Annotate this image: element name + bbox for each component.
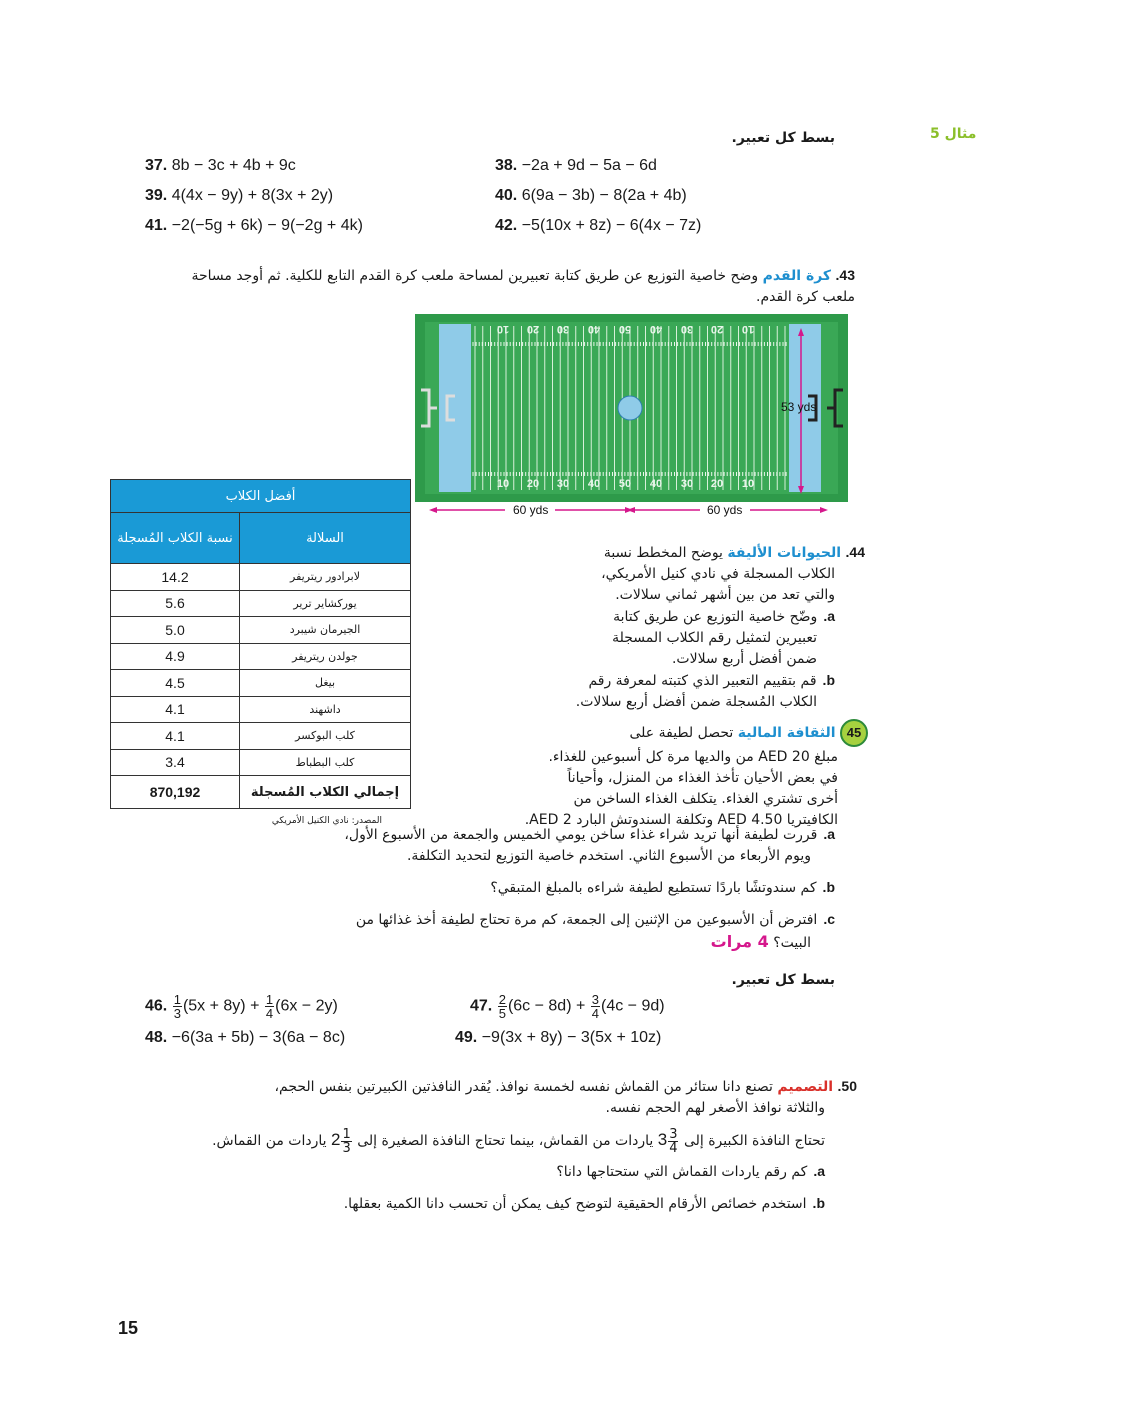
- percent-cell: 3.4: [111, 749, 240, 776]
- right-length-label: 60 yds: [707, 503, 743, 517]
- table-row: [111, 617, 411, 644]
- yard-number: 30: [556, 323, 570, 335]
- yard-number: 50: [618, 478, 632, 490]
- yard-number: 40: [587, 323, 601, 335]
- field-length-arrows: [415, 500, 850, 520]
- yard-number: 40: [649, 478, 663, 490]
- instruction-heading: بسط كل تعبير.: [731, 130, 835, 146]
- breed-cell: كلب البوكسر: [240, 723, 411, 750]
- yard-number: 20: [526, 478, 540, 490]
- football-field-diagram: [415, 312, 850, 522]
- table-row: [111, 749, 411, 776]
- exercise-42: 42. −5(10x + 8z) − 6(4x − 7z): [495, 217, 702, 234]
- yard-number: 30: [680, 478, 694, 490]
- percent-cell: 4.9: [111, 643, 240, 670]
- percent-cell: 14.2: [111, 564, 240, 591]
- exercise-37: 37. 8b − 3c + 4b + 9c: [145, 157, 296, 174]
- exercise-41: 41. −2(−5g + 6k) − 9(−2g + 4k): [145, 217, 363, 234]
- question-50: 50. التصميم تصنع دانا ستائر من القماش نفسه لخمسة نوافذ. يُقدر النافذتين الكبيرتين بنفس الحجم، والثلاثة نوافذ الأصغر لهم الحجم نفسه. تحتاج النافذة الكبيرة إلى 3 $\frac{3}{4}$ ياردات من القماش، بينما تحتاج النافذة الصغيرة إلى 2 $\frac{1}{3}$ ياردات من القماش. a.كم رقم ياردات القماش التي ستحتاجها دانا؟ b.استخدم خصائص الأرقام الحقيقية لتوضح كيف يمكن أن تحسب دانا الكمية بعقلها.: [212, 1078, 857, 1212]
- yard-number: 40: [587, 478, 601, 490]
- yard-number: 20: [710, 478, 724, 490]
- percent-cell: 4.5: [111, 670, 240, 697]
- table-row: [111, 643, 411, 670]
- breed-cell: الجيرمان شيبرد: [240, 617, 411, 644]
- left-endzone: [439, 324, 471, 492]
- percent-cell: 5.6: [111, 590, 240, 617]
- example-label: مثال 5: [930, 126, 977, 142]
- left-length-label: 60 yds: [513, 503, 549, 517]
- yard-number: 20: [710, 323, 724, 335]
- column-percent: نسبة الكلاب المُسجلة: [111, 513, 240, 564]
- total-value: 870,192: [111, 776, 240, 809]
- midfield-logo: [618, 396, 642, 420]
- table-row: [111, 723, 411, 750]
- yard-number: 10: [741, 478, 755, 490]
- answer-45c: 4 مرات: [710, 932, 769, 951]
- yard-number: 30: [556, 478, 570, 490]
- percent-cell: 5.0: [111, 617, 240, 644]
- width-label: 53 yds: [781, 400, 817, 414]
- breed-cell: بيغل: [240, 670, 411, 697]
- dog-table: [110, 479, 411, 809]
- breed-cell: جولدن ريتريفر: [240, 643, 411, 670]
- question-45-badge: 45: [840, 719, 868, 747]
- page-number: 15: [118, 1318, 139, 1338]
- exercise-49: 49. −9(3x + 8y) − 3(5x + 10z): [455, 1029, 662, 1046]
- exercise-48: 48. −6(3a + 5b) − 3(6a − 8c): [145, 1029, 346, 1046]
- breed-cell: كلب البطباط: [240, 749, 411, 776]
- question-43: 43. كرة القدم وضح خاصية التوزيع عن طريق كتابة تعبيرين لمساحة ملعب كرة القدم التابع للكلية. ثم أوجد مساحة ملعب كرة القدم.: [191, 267, 855, 305]
- exercise-47: 47. $\frac{2}{5}$ (6c − 8d) + $\frac{3}{4}$ (4c − 9d): [470, 992, 665, 1021]
- column-breed: السلالة: [240, 513, 411, 564]
- percent-cell: 4.1: [111, 696, 240, 723]
- question-45: 45 الثقافة المالية تحصل لطيفة على مبلغ 20 AED من والديها مرة كل أسبوعين للغذاء. في بعض الأحيان تأخذ الغذاء من المنزل، وأحياناً أخرى تشتري الغذاء. يتكلف الغذاء الساخن من الكافيتريا 4.50 AED وتكلفة السندوتش البارد 2 AED.: [480, 719, 868, 831]
- yard-number: 40: [649, 323, 663, 335]
- table-title: أفضل الكلاب: [111, 480, 411, 513]
- breed-cell: لابرادور ريتريفر: [240, 564, 411, 591]
- yard-number: 10: [741, 323, 755, 335]
- percent-cell: 4.1: [111, 723, 240, 750]
- instruction-heading-2: بسط كل تعبير.: [731, 972, 835, 988]
- question-45-parts: a.قررت لطيفة أنها تريد شراء غذاء ساخن يومي الخميس والجمعة من الأسبوع الأول، ويوم الأربعاء من الأسبوع الثاني. استخدم خاصية التوزيع لتحديد التكلفة. b.كم سندوتشًا باردًا تستطيع لطيفة شراءه بالمبلغ المتبقي؟ c.افترض أن الأسبوعين من الإثنين إلى الجمعة، كم مرة تحتاج لطيفة أخذ غذائها من البيت؟ 4 مرات: [344, 826, 835, 951]
- yard-number: 30: [680, 323, 694, 335]
- dog-table-wrapper: [110, 479, 411, 832]
- breed-cell: يوركشاير ترير: [240, 590, 411, 617]
- exercise-40: 40. 6(9a − 3b) − 8(2a + 4b): [495, 187, 687, 204]
- yard-number: 20: [526, 323, 540, 335]
- table-row: [111, 696, 411, 723]
- yard-number: 10: [496, 478, 510, 490]
- breed-cell: داشهند: [240, 696, 411, 723]
- table-row: [111, 590, 411, 617]
- table-row: [111, 564, 411, 591]
- table-row: [111, 670, 411, 697]
- exercise-38: 38. −2a + 9d − 5a − 6d: [495, 157, 657, 174]
- question-44: 44. الحيوانات الأليفة يوضح المخطط نسبة الكلاب المسجلة في نادي كنيل الأمريكي، والتي تعد من بين أشهر ثماني سلالات. a.وضّح خاصية التوزيع عن طريق كتابة تعبيرين لتمثيل رقم الكلاب المسجلة ضمن أفضل أربع سلالات. b.قم بتقييم التعبير الذي كتبته لمعرفة رقم الكلاب المُسجلة ضمن أفضل أربع سلالات.: [575, 544, 865, 710]
- table-source: المصدر: نادي الكنيل الأمريكي: [271, 816, 382, 826]
- exercise-46: 46. $\frac{1}{3}$ (5x + 8y) + $\frac{1}{4}$ (6x − 2y): [145, 992, 338, 1021]
- total-label: إجمالي الكلاب المُسجلة: [240, 776, 411, 809]
- yard-number: 50: [618, 323, 632, 335]
- yard-number: 10: [496, 323, 510, 335]
- exercise-39: 39. 4(4x − 9y) + 8(3x + 2y): [145, 187, 334, 204]
